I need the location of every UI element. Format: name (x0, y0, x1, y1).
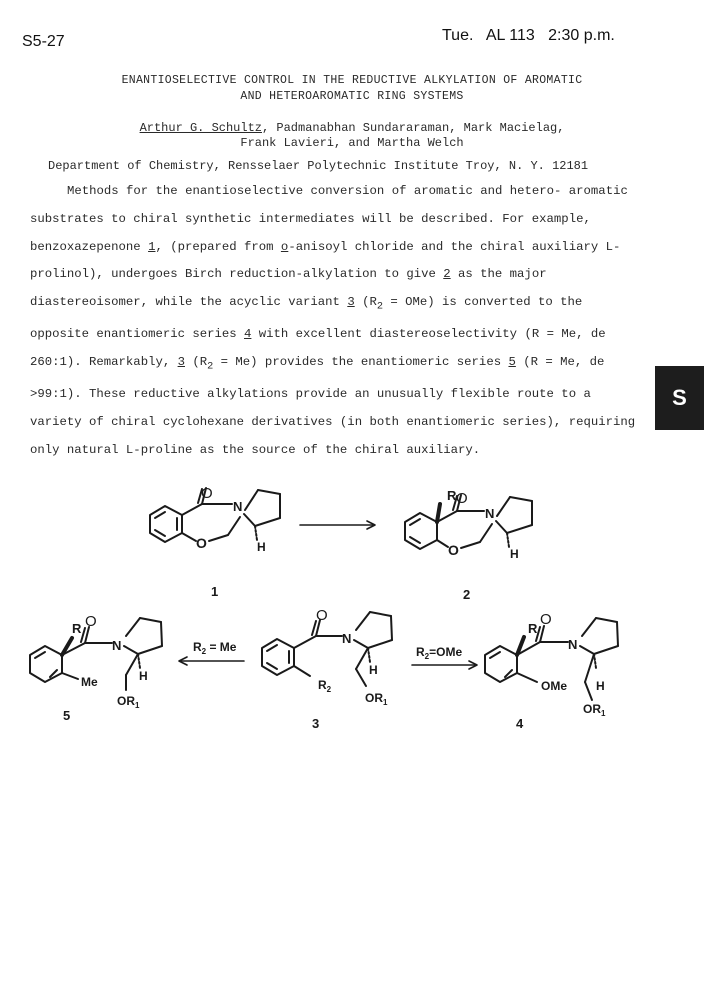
atom-label-O: O (85, 613, 97, 630)
condition-r2-me (193, 640, 237, 656)
atom-label-H: H (369, 663, 378, 677)
condition-r2-ome (416, 645, 462, 661)
atom-label-OR: OR (117, 694, 135, 708)
compound-ref-5: 5 (508, 355, 516, 370)
abstract-text: = OMe) is converted to the opposite enantiomeric series (30, 295, 583, 342)
subscript: 2 (207, 360, 214, 373)
reaction-arrow-3-to-4 (412, 661, 477, 669)
atom-label-R2 (318, 678, 332, 694)
atom-label-R: R (447, 488, 457, 503)
atom-label-N: N (568, 637, 578, 652)
subscript: 2 (376, 300, 383, 313)
abstract-text: -anisoyl chloride and the chiral auxiliary L-prolinol), undergoes Birch reduction-alkylation to give (30, 239, 621, 282)
condition-r: R (416, 645, 425, 659)
reaction-scheme (0, 460, 704, 760)
atom-label-OR1 (117, 694, 140, 710)
atom-label-H: H (596, 679, 605, 693)
compound-ref-3b: 3 (177, 355, 185, 370)
subscript: 1 (135, 701, 140, 710)
condition-text: =OMe (429, 645, 463, 659)
abstract-text: (R = Me, de >99:1). These reductive alkylations provide an unusually flexible route to a variety of chiral cyclohexane derivatives (in both enantiomeric series), requiring only natural L-proline as the source of the chiral auxiliary. (30, 355, 636, 458)
abstract-text: (R (184, 355, 208, 370)
condition-text: = Me (206, 640, 237, 654)
subscript: 1 (383, 698, 388, 707)
atom-label-H: H (257, 540, 266, 554)
atom-label-N: N (112, 638, 122, 653)
compound-1-structure (150, 488, 280, 542)
compound-label-2: 2 (463, 587, 471, 602)
author-list-line-1 (0, 120, 704, 136)
atom-label-OR1 (583, 702, 606, 718)
co-authors: , Padmanabhan Sundararaman, Mark Macielag, (261, 121, 565, 135)
compound-label-1: 1 (211, 584, 219, 599)
atom-label-R: R (528, 621, 538, 636)
abstract-text-ortho: o (280, 239, 289, 254)
abstract-text: = Me) provides the enantiomeric series (213, 355, 509, 370)
session-schedule: Tue. AL 113 2:30 p.m. (442, 27, 615, 44)
session-code: S5-27 (22, 33, 65, 50)
atom-label-OR: OR (583, 702, 601, 716)
atom-label-R: R (72, 621, 82, 636)
compound-label-5: 5 (63, 708, 71, 723)
atom-label-R: R (318, 678, 327, 692)
presenting-author: Arthur G. Schultz (139, 121, 262, 135)
paper-title-line-1: ENANTIOSELECTIVE CONTROL IN THE REDUCTIVE ALKYLATION OF AROMATIC (121, 74, 583, 87)
abstract-text: Methods for the enantioselective conversion of aromatic and hetero- aromatic substrates to chiral synthetic intermediates will be described. For example, benzoxazepenone (30, 184, 628, 254)
compound-label-4: 4 (516, 716, 524, 731)
subscript: 1 (601, 709, 606, 718)
compound-label-3: 3 (312, 716, 320, 731)
reaction-arrow-3-to-5 (179, 657, 244, 665)
atom-label-OR1 (365, 691, 388, 707)
author-list-line-2: Frank Lavieri, and Martha Welch (240, 136, 464, 150)
atom-label-O: O (316, 607, 328, 624)
atom-label-O: O (448, 542, 459, 558)
condition-r: R (193, 640, 202, 654)
abstract-text: with excellent diastereoselectivity (R = Me, de 260:1). Remarkably, (30, 327, 606, 370)
atom-label-O: O (540, 611, 552, 628)
abstract-text: as the major diastereoisomer, while the acyclic variant (30, 267, 547, 310)
atom-label-O: O (201, 485, 213, 502)
atom-label-OMe: OMe (541, 679, 568, 693)
section-tab (655, 366, 704, 430)
subscript: 2 (201, 647, 207, 656)
atom-label-H: H (510, 547, 519, 561)
atom-label-N: N (233, 499, 243, 514)
affiliation: Department of Chemistry, Rensselaer Polytechnic Institute Troy, N. Y. 12181 (48, 159, 589, 173)
atom-label-N: N (342, 631, 352, 646)
subscript: 2 (326, 685, 332, 694)
paper-title-line-2: AND HETEROAROMATIC RING SYSTEMS (240, 90, 464, 103)
atom-label-Me: Me (81, 675, 98, 689)
reaction-arrow-1-to-2 (300, 521, 375, 529)
compound-ref-3: 3 (347, 295, 355, 310)
compound-ref-1: 1 (148, 239, 156, 254)
compound-ref-2: 2 (443, 267, 451, 282)
abstract-body (30, 178, 642, 465)
abstract-text: , (prepared from (155, 239, 281, 254)
atom-label-N: N (485, 506, 495, 521)
section-tab-label: S (672, 385, 687, 410)
compound-2-structure (405, 495, 532, 549)
atom-label-H: H (139, 669, 148, 683)
atom-label-O: O (456, 490, 468, 507)
atom-label-OR: OR (365, 691, 383, 705)
atom-label-O: O (196, 535, 207, 551)
subscript: 2 (424, 652, 430, 661)
abstract-text: (R (354, 295, 377, 310)
compound-ref-4: 4 (244, 327, 252, 342)
